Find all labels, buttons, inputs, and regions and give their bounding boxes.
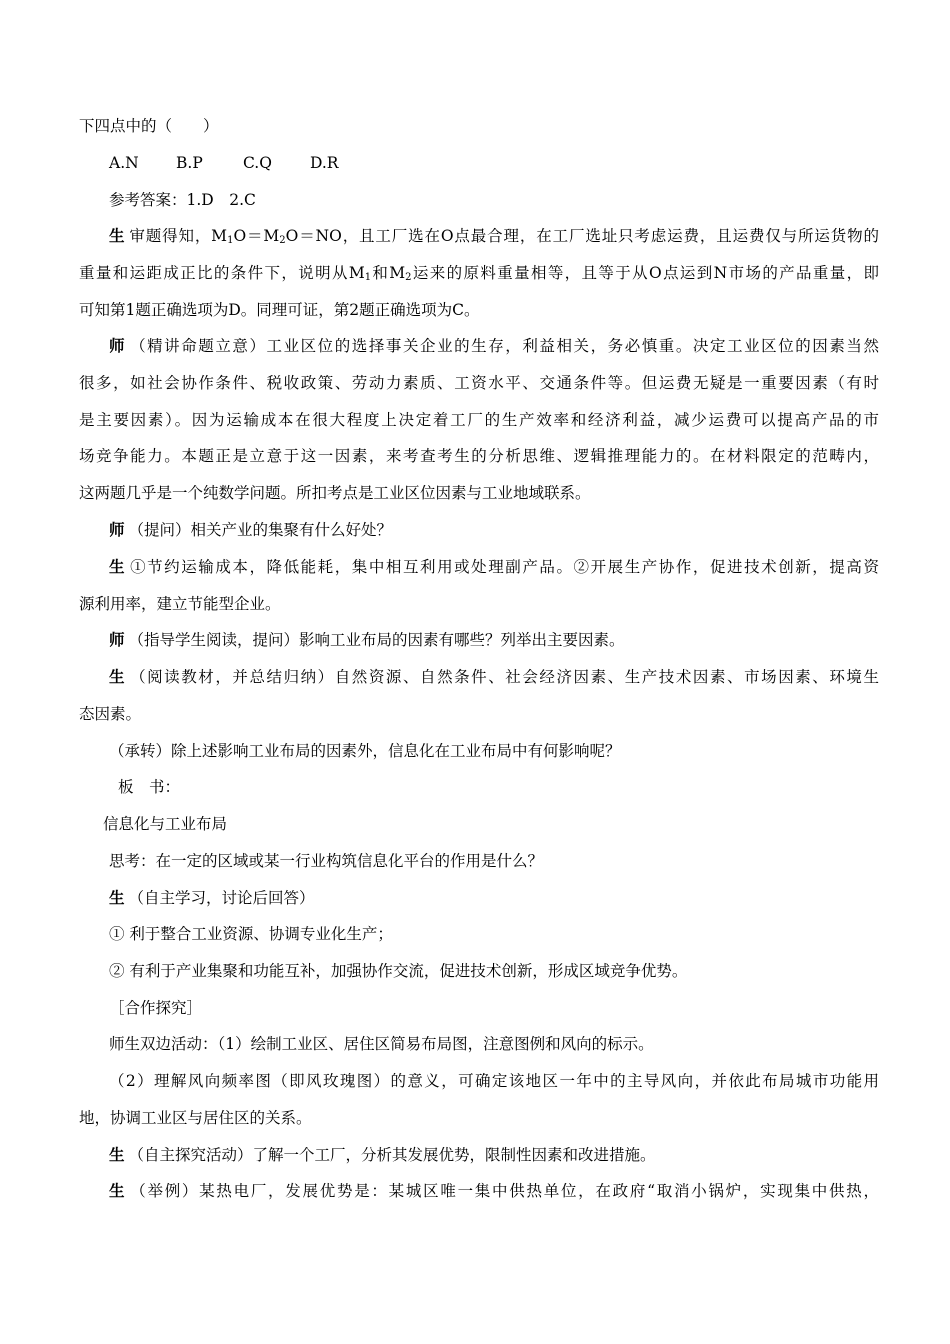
speaker-teacher: 师 [109, 520, 125, 539]
option-c: C.Q [243, 154, 272, 172]
activity-2-line-1: （2）理解风向频率图（即风玫瑰图）的意义，可确定该地区一年中的主导风向，并依此布局城市功能用 [109, 1072, 879, 1090]
paragraph-3: 师 （提问）相关产业的集聚有什么好处？ [109, 520, 393, 539]
paragraph-4-line-1: 生 ①节约运输成本，降低能耗，集中相互利用或处理副产品。②开展生产协作，促进技术创新，提高资 [109, 557, 879, 576]
board-title: 信息化与工业布局 [103, 815, 228, 833]
list-item-1: ① 利于整合工业资源、协调专业化生产； [109, 925, 393, 943]
option-a: A.N [109, 154, 139, 172]
paragraph-8: 生 （自主学习，讨论后回答） [109, 888, 315, 907]
paragraph-6-line-2: 态因素。 [79, 705, 142, 723]
speaker-student: 生 [109, 1181, 127, 1200]
paragraph-5: 师 （指导学生阅读，提问）影响工业布局的因素有哪些？列举出主要因素。 [109, 630, 625, 649]
paragraph-7: （承转）除上述影响工业布局的因素外，信息化在工业布局中有何影响呢？ [109, 742, 621, 760]
paragraph-1-line-3: 可知第1题正确选项为D。同理可证，第2题正确选项为C。 [79, 301, 480, 319]
answer-options [109, 153, 909, 173]
paragraph-6-line-1: 生 （阅读教材，并总结归纳）自然资源、自然条件、社会经济因素、生产技术因素、市场因素、环境生 [109, 667, 879, 686]
speaker-teacher: 师 [109, 336, 127, 355]
activity-2-line-2: 地，协调工业区与居住区的关系。 [79, 1109, 312, 1127]
speaker-student: 生 [109, 557, 127, 576]
paragraph-1-line-2: 重量和运距成正比的条件下，说明从$M_1$和$M_2$运来的原料重量相等，且等于从O点运到N市场的产品重量，即 [79, 264, 879, 283]
list-item-2: ② 有利于产业集聚和功能互补，加强协作交流，促进技术创新，形成区域竞争优势。 [109, 962, 688, 980]
board-label: 板 书： [118, 778, 181, 796]
think-question: 思考：在一定的区域或某一行业构筑信息化平台的作用是什么？ [109, 852, 544, 870]
paragraph-2-line-2: 很多，如社会协作条件、税收政策、劳动力素质、工资水平、交通条件等。但运费无疑是一重要因素（有时 [79, 374, 879, 392]
paragraph-1-line-1: 生 审题得知，$M_1O=M_2O=NO$，且工厂选在O点最合理，在工厂选址只考虑运费，且运费仅与所运货物的 [109, 226, 879, 246]
option-d: D.R [310, 154, 339, 172]
paragraph-10: 生 （举例）某热电厂，发展优势是：某城区唯一集中供热单位，在政府“取消小锅炉，实现集中供热， [109, 1181, 879, 1200]
speaker-student: 生 [109, 1145, 125, 1164]
question-tail: 下四点中的（ ） [79, 117, 219, 135]
paragraph-4-line-2: 源利用率，建立节能型企业。 [79, 595, 281, 613]
paragraph-2-line-4: 场竞争能力。本题正是立意于这一因素，来考查考生的分析思维、逻辑推理能力的。在材料限定的范畴内， [79, 447, 879, 465]
paragraph-2-line-3: 是主要因素）。因为运输成本在很大程度上决定着工厂的生产效率和经济利益，减少运费可以提高产品的市 [79, 411, 879, 429]
speaker-student: 生 [109, 226, 126, 245]
speaker-teacher: 师 [109, 630, 125, 649]
activity-1: 师生双边活动：（1）绘制工业区、居住区简易布局图，注意图例和风向的标示。 [109, 1035, 654, 1053]
paragraph-2-line-5: 这两题几乎是一个纯数学问题。所扣考点是工业区位因素与工业地域联系。 [79, 484, 591, 502]
paragraph-9: 生 （自主探究活动）了解一个工厂，分析其发展优势，限制性因素和改进措施。 [109, 1145, 656, 1164]
speaker-student: 生 [109, 888, 125, 907]
cooperative-inquiry-heading: ［合作探究］ [109, 999, 203, 1017]
speaker-student: 生 [109, 667, 127, 686]
paragraph-2-line-1: 师 （精讲命题立意）工业区位的选择事关企业的生存，利益相关，务必慎重。决定工业区位的因素当然 [109, 336, 879, 355]
reference-answer: 参考答案：1.D 2.C [109, 191, 256, 209]
option-b: B.P [176, 154, 203, 172]
